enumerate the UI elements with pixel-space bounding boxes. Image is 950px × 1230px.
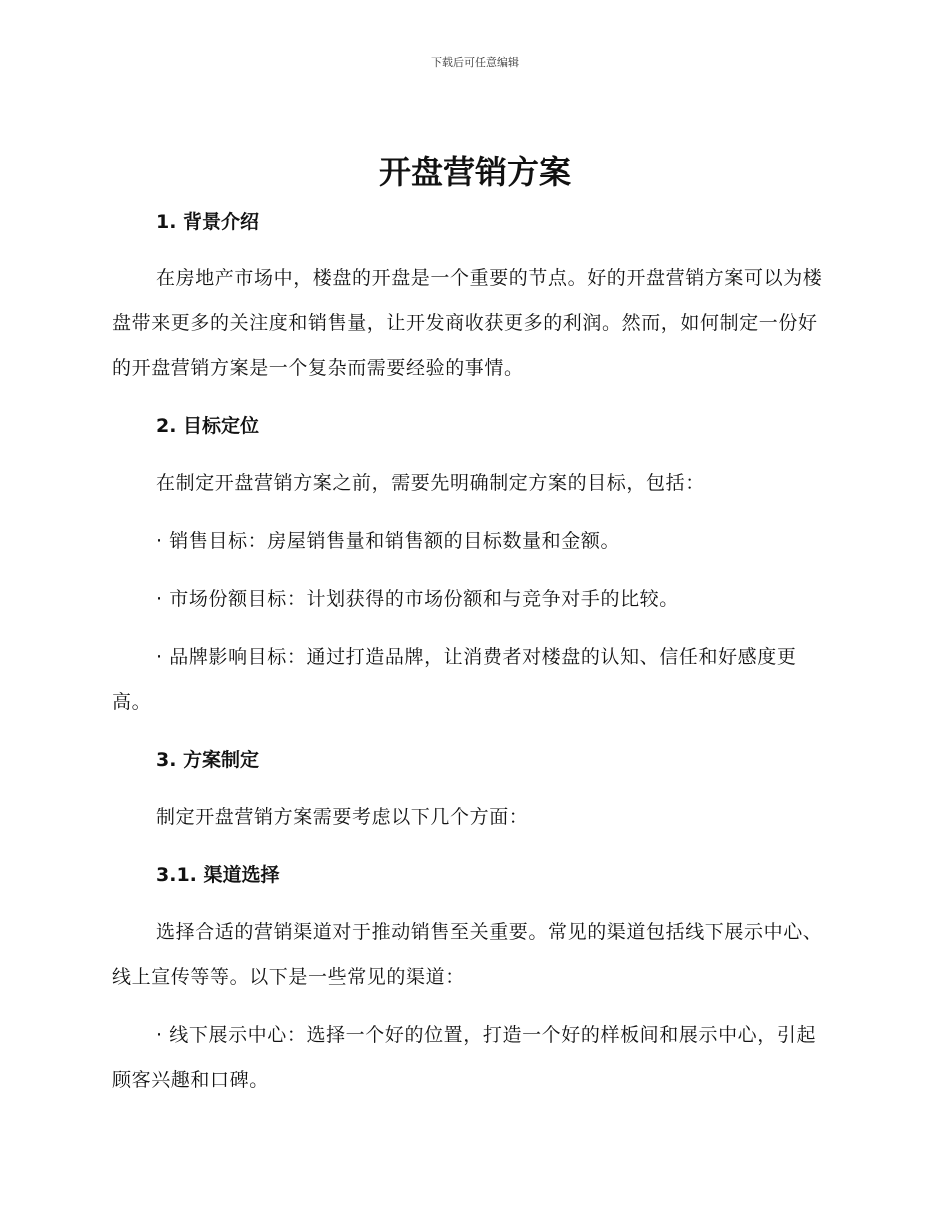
paragraph-background: 在房地产市场中，楼盘的开盘是一个重要的节点。好的开盘营销方案可以为楼盘带来更多的关注度和销售量，让开发商收获更多的利润。然而，如何制定一份好的开盘营销方案是一个复杂而需要经验的事情。 <box>112 267 823 379</box>
bullet-sales-goal: · 销售目标：房屋销售量和销售额的目标数量和金额。 <box>156 530 621 552</box>
paragraph-plan-intro: 制定开盘营销方案需要考虑以下几个方面： <box>156 806 529 828</box>
paragraph-channels: 选择合适的营销渠道对于推动销售至关重要。常见的渠道包括线下展示中心、线上宣传等等。以下是一些常见的渠道： <box>112 921 823 988</box>
document-title: 开盘营销方案 <box>378 153 571 191</box>
bullet-brand-goal: · 品牌影响目标：通过打造品牌，让消费者对楼盘的认知、信任和好感度更高。 <box>112 646 797 713</box>
bullet-market-share-goal: · 市场份额目标：计划获得的市场份额和与竞争对手的比较。 <box>156 588 679 610</box>
paragraph-goals-intro: 在制定开盘营销方案之前，需要先明确制定方案的目标，包括： <box>156 472 705 494</box>
document-body <box>112 200 832 1103</box>
section-heading-goals: 2. 目标定位 <box>156 415 260 437</box>
section-heading-plan: 3. 方案制定 <box>156 749 260 771</box>
subsection-heading-channels: 3.1. 渠道选择 <box>156 864 280 886</box>
section-heading-background: 1. 背景介绍 <box>156 211 260 233</box>
bullet-offline-showroom: · 线下展示中心：选择一个好的位置，打造一个好的样板间和展示中心，引起顾客兴趣和口碑。 <box>112 1024 817 1091</box>
page-header-note: 下载后可任意编辑 <box>431 56 519 69</box>
